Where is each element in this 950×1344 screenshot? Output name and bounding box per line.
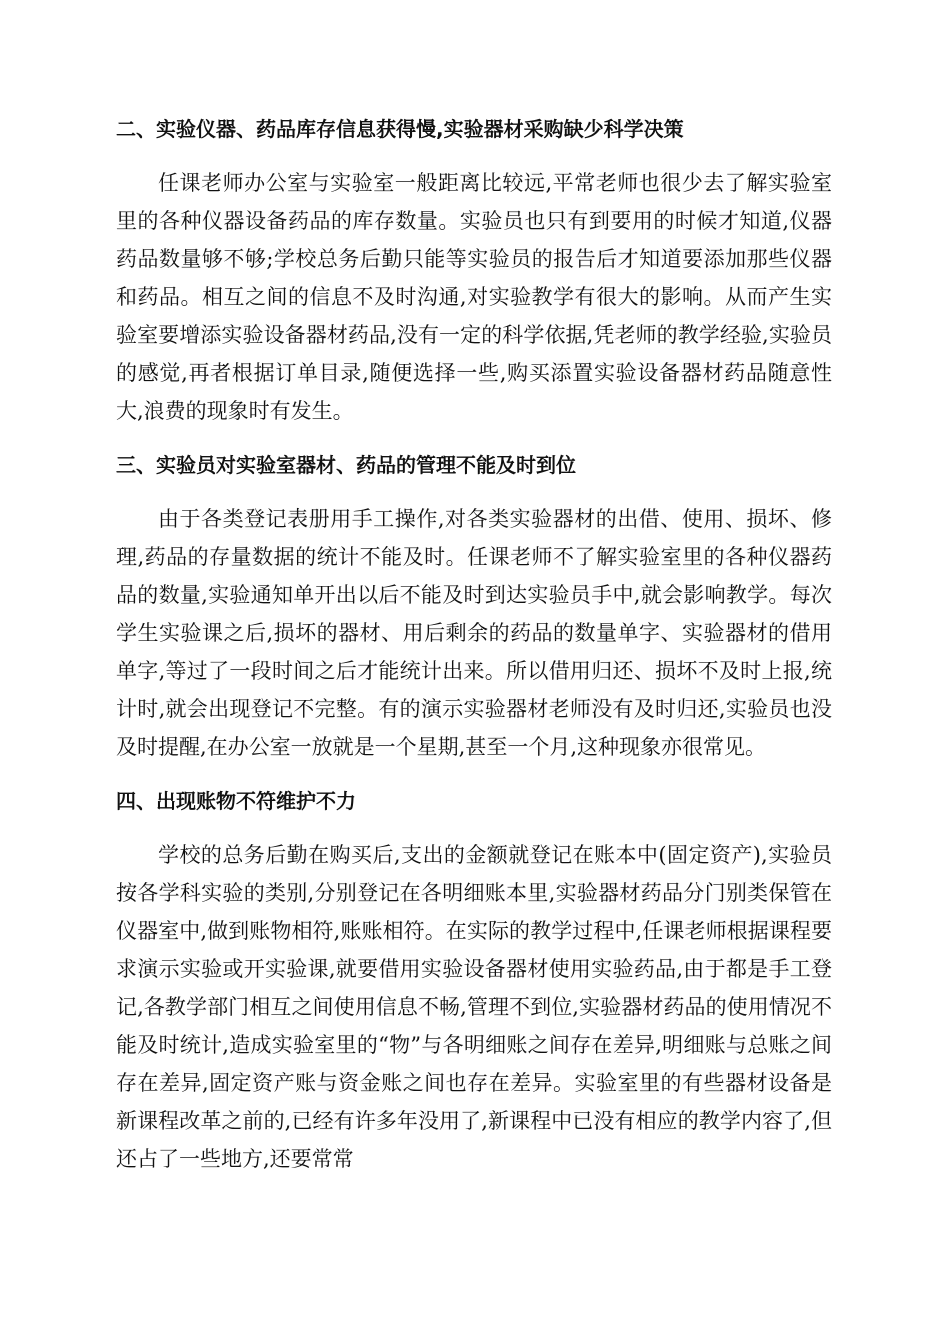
section-heading: 三、实验员对实验室器材、药品的管理不能及时到位 — [116, 453, 576, 477]
section-paragraph: 学校的总务后勤在购买后,支出的金额就登记在账本中(固定资产),实验员按各学科实验的类别,分别登记在各明细账本里,实验器材药品分门别类保管在仪器室中,做到账物相符,账账相符。在实际的教学过程中,任课老师根据课程要求演示实验或开实验课,就要借用实验设备器材使用实验药品,由于都是手工登记,各教学部门相互之间使用信息不畅,管理不到位,实验器材药品的使用情况不能及时统计,造成实验室里的“物”与各明细账之间存在差异,明细账与总账之间存在差异,固定资产账与资金账之间也存在差异。实验室里的有些器材设备是新课程改革之前的,已经有许多年没用了,新课程中已没有相应的教学内容了,但还占了一些地方,还要常常 — [116, 843, 832, 1171]
section-heading: 四、出现账物不符维护不力 — [116, 789, 356, 813]
section-heading: 二、实验仪器、药品库存信息获得慢,实验器材采购缺少科学决策 — [116, 117, 684, 141]
section-paragraph: 由于各类登记表册用手工操作,对各类实验器材的出借、使用、损坏、修理,药品的存量数据的统计不能及时。任课老师不了解实验室里的各种仪器药品的数量,实验通知单开出以后不能及时到达实验员手中,就会影响教学。每次学生实验课之后,损坏的器材、用后剩余的药品的数量单字、实验器材的借用单字,等过了一段时间之后才能统计出来。所以借用归还、损坏不及时上报,统计时,就会出现登记不完整。有的演示实验器材老师没有及时归还,实验员也没及时提醒,在办公室一放就是一个星期,甚至一个月,这种现象亦很常见。 — [116, 507, 832, 759]
section-paragraph: 任课老师办公室与实验室一般距离比较远,平常老师也很少去了解实验室里的各种仪器设备药品的库存数量。实验员也只有到要用的时候才知道,仪器药品数量够不够;学校总务后勤只能等实验员的报告后才知道要添加那些仪器和药品。相互之间的信息不及时沟通,对实验教学有很大的影响。从而产生实验室要增添实验设备器材药品,没有一定的科学依据,凭老师的教学经验,实验员的感觉,再者根据订单目录,随便选择一些,购买添置实验设备器材药品随意性大,浪费的现象时有发生。 — [116, 171, 832, 423]
document-page — [116, 110, 832, 1178]
